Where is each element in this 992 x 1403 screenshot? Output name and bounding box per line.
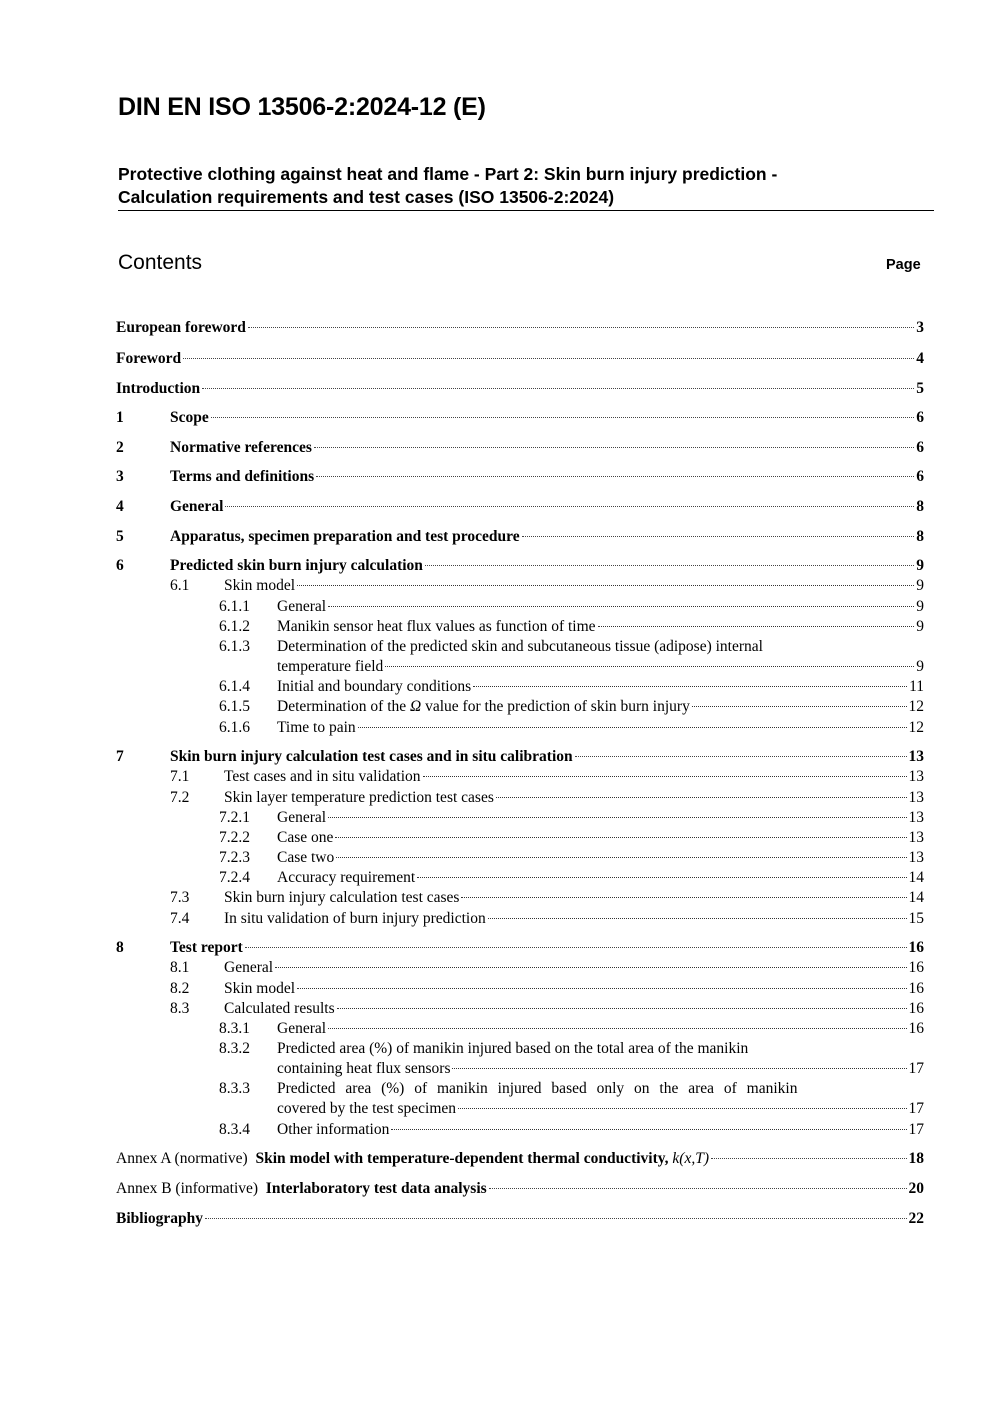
toc-entry-title[interactable]: Scope [170, 409, 209, 426]
toc-leader [316, 476, 914, 477]
toc-page-number: 17 [908, 1121, 924, 1138]
toc-entry-title[interactable]: Skin burn injury calculation test cases [224, 889, 460, 906]
toc-leader [575, 756, 907, 757]
toc-leader [488, 918, 907, 919]
toc-page-number: 9 [916, 658, 924, 675]
toc-entry-title[interactable]: General [277, 1020, 327, 1037]
toc-entry-6-1-1[interactable] [116, 597, 924, 617]
toc-page-number: 18 [908, 1150, 924, 1167]
toc-entry-6-1-6[interactable] [116, 718, 924, 738]
toc-clause-number: 7.2 [170, 789, 190, 806]
toc-page-number: 13 [908, 748, 924, 765]
toc-entry-title[interactable]: Case one [277, 829, 334, 846]
toc-page-number: 16 [908, 980, 924, 997]
toc-clause-number: 7 [116, 748, 124, 765]
toc-page-number: 13 [908, 809, 924, 826]
toc-leader [328, 1028, 906, 1029]
toc-leader [205, 1218, 907, 1219]
omega-symbol: Ω [410, 698, 422, 715]
toc-page-number: 9 [916, 557, 924, 574]
toc-entry-7-2-2[interactable] [116, 828, 924, 848]
toc-leader [336, 857, 906, 858]
toc-leader [425, 565, 914, 566]
toc-leader [461, 897, 906, 898]
toc-entry-title[interactable]: Terms and definitions [170, 468, 315, 485]
toc-entry-title[interactable]: Calculated results [224, 1000, 335, 1017]
toc-entry-3[interactable] [116, 467, 924, 487]
toc-page-number: 11 [909, 678, 924, 695]
toc-page-number: 6 [916, 409, 924, 426]
toc-entry-title[interactable]: General [224, 959, 274, 976]
toc-title-part: Skin model with temperature-dependent thermal conductivity, [255, 1150, 673, 1167]
toc-leader [522, 536, 915, 537]
toc-entry-8-2[interactable] [116, 979, 924, 999]
toc-entry-title[interactable]: Predicted skin burn injury calculation [170, 557, 423, 574]
standard-designation: DIN EN ISO 13506-2:2024-12 (E) [118, 93, 486, 121]
toc-page-number: 22 [908, 1210, 924, 1227]
toc-page-number: 14 [908, 889, 924, 906]
toc-title-part: value for the prediction of skin burn injury [421, 698, 690, 715]
toc-entry-4[interactable] [116, 497, 924, 517]
toc-entry-8[interactable] [116, 938, 924, 958]
toc-entry-6-1-5[interactable] [116, 697, 924, 717]
toc-clause-number: 6 [116, 557, 124, 574]
toc-entry-title[interactable]: General [277, 809, 327, 826]
toc-clause-number: 8.3.2 [219, 1040, 250, 1057]
document-title-line-1: Protective clothing against heat and flame - Part 2: Skin burn injury prediction - [118, 164, 778, 184]
toc-page-number: 3 [916, 319, 924, 336]
toc-page-number: 16 [908, 1020, 924, 1037]
toc-page-number: 16 [908, 1000, 924, 1017]
toc-entry-title[interactable]: Case two [277, 849, 335, 866]
toc-entry-7-2-4[interactable] [116, 868, 924, 888]
toc-leader [225, 506, 914, 507]
toc-page-number: 8 [916, 498, 924, 515]
toc-clause-number: 6.1.3 [219, 638, 250, 655]
toc-entry-title[interactable]: European foreword [116, 319, 246, 336]
toc-leader [391, 1129, 906, 1130]
function-symbol: k [672, 1150, 680, 1167]
toc-clause-number: 7.2.1 [219, 809, 250, 826]
toc-entry-title-line-1[interactable]: Predicted area (%) of manikin injured based only on the area of manikin [277, 1080, 798, 1097]
toc-page-number: 13 [908, 768, 924, 785]
toc-entry-7-2-1[interactable] [116, 808, 924, 828]
toc-entry-2[interactable] [116, 438, 924, 458]
toc-entry-7-3[interactable] [116, 888, 924, 908]
toc-entry-title[interactable]: Skin burn injury calculation test cases and in situ calibration [170, 748, 573, 765]
toc-clause-number: 7.2.3 [219, 849, 250, 866]
toc-entry-6-1-4[interactable] [116, 677, 924, 697]
toc-entry-foreword[interactable] [116, 349, 924, 369]
toc-leader [202, 388, 914, 389]
toc-leader [692, 706, 907, 707]
toc-entry-title[interactable]: Manikin sensor heat flux values as function of time [277, 618, 596, 635]
toc-leader [248, 327, 914, 328]
toc-clause-number: 6.1.2 [219, 618, 250, 635]
toc-clause-number: 8.1 [170, 959, 190, 976]
function-arguments: (x,T) [679, 1150, 709, 1167]
toc-leader [473, 686, 907, 687]
toc-entry-title[interactable]: Test report [170, 939, 243, 956]
toc-clause-number: 6.1.1 [219, 598, 250, 615]
toc-clause-number: 8.3.1 [219, 1020, 250, 1037]
toc-clause-number: 6.1.5 [219, 698, 250, 715]
toc-page-number: 6 [916, 439, 924, 456]
annex-designation: Annex A (normative) [116, 1150, 248, 1167]
toc-leader [328, 817, 906, 818]
toc-page-number: 17 [908, 1100, 924, 1117]
toc-page-number: 13 [908, 849, 924, 866]
toc-leader [337, 1008, 907, 1009]
toc-entry-title[interactable]: Bibliography [116, 1210, 203, 1227]
toc-page-number: 17 [908, 1060, 924, 1077]
toc-clause-number: 7.4 [170, 910, 190, 927]
toc-entry-title[interactable]: In situ validation of burn injury prediction [224, 910, 486, 927]
toc-clause-number: 6.1.4 [219, 678, 250, 695]
toc-entry-title-line-1[interactable]: Predicted area (%) of manikin injured based on the total area of the manikin [277, 1040, 749, 1057]
toc-leader [452, 1068, 906, 1069]
document-title-line-2: Calculation requirements and test cases (ISO 13506-2:2024) [118, 187, 615, 207]
toc-page-number: 13 [908, 829, 924, 846]
toc-entry-6-1-2[interactable] [116, 617, 924, 637]
toc-entry-title[interactable]: General [170, 498, 224, 515]
toc-page-number: 4 [916, 350, 924, 367]
toc-entry-title[interactable]: Skin model [224, 577, 296, 594]
toc-entry-5[interactable] [116, 527, 924, 547]
toc-page-number: 15 [908, 910, 924, 927]
toc-clause-number: 7.3 [170, 889, 190, 906]
toc-clause-number: 5 [116, 528, 124, 545]
toc-leader [335, 837, 906, 838]
toc-page-number: 20 [908, 1180, 924, 1197]
toc-entry-7-4[interactable] [116, 909, 924, 929]
toc-leader [328, 606, 914, 607]
toc-leader [275, 967, 906, 968]
toc-leader [598, 626, 915, 627]
toc-clause-number: 3 [116, 468, 124, 485]
toc-clause-number: 8.3.4 [219, 1121, 250, 1138]
toc-entry-title-line-1[interactable]: Determination of the predicted skin and subcutaneous tissue (adipose) internal [277, 638, 763, 655]
toc-leader [423, 776, 907, 777]
toc-entry-title[interactable]: Interlaboratory test data analysis [265, 1180, 487, 1197]
toc-entry-8-3-4[interactable] [116, 1120, 924, 1140]
toc-entry-bibliography[interactable] [116, 1209, 924, 1229]
toc-leader [385, 666, 914, 667]
toc-page-number: 8 [916, 528, 924, 545]
toc-entry-6-1[interactable] [116, 576, 924, 596]
toc-entry-introduction[interactable] [116, 379, 924, 399]
toc-leader [358, 727, 907, 728]
toc-page-number: 5 [916, 380, 924, 397]
toc-entry-title[interactable]: Other information [277, 1121, 390, 1138]
toc-page-number: 9 [916, 598, 924, 615]
toc-entry-7-2[interactable] [116, 788, 924, 808]
toc-clause-number: 8.3 [170, 1000, 190, 1017]
toc-clause-number: 1 [116, 409, 124, 426]
toc-leader [297, 585, 914, 586]
toc-leader [297, 988, 906, 989]
toc-entry-6[interactable] [116, 556, 924, 576]
toc-page-number: 16 [908, 939, 924, 956]
page-column-heading: Page [886, 257, 921, 273]
toc-entry-european-foreword[interactable] [116, 318, 924, 338]
toc-entry-8-3[interactable] [116, 999, 924, 1019]
toc-clause-number: 6.1.6 [219, 719, 250, 736]
toc-entry-7-1[interactable] [116, 767, 924, 787]
toc-leader [496, 797, 907, 798]
toc-page-number: 9 [916, 618, 924, 635]
toc-entry-title[interactable]: Foreword [116, 350, 182, 367]
toc-entry-1[interactable] [116, 408, 924, 428]
toc-clause-number: 4 [116, 498, 124, 515]
toc-clause-number: 7.2.4 [219, 869, 250, 886]
toc-leader [183, 358, 914, 359]
toc-leader [245, 947, 907, 948]
toc-entry-8-3-2[interactable] [116, 1039, 924, 1079]
toc-page-number: 9 [916, 577, 924, 594]
toc-page-number: 6 [916, 468, 924, 485]
toc-leader [211, 417, 915, 418]
toc-clause-number: 7.1 [170, 768, 190, 785]
toc-entry-title[interactable] [255, 1149, 709, 1169]
toc-page-number: 16 [908, 959, 924, 976]
toc-clause-number: 6.1 [170, 577, 190, 594]
toc-entry-annex-b[interactable] [116, 1179, 924, 1199]
toc-entry-title[interactable]: temperature field [277, 658, 384, 675]
toc-entry-8-3-1[interactable] [116, 1019, 924, 1039]
toc-page-number: 13 [908, 789, 924, 806]
contents-heading: Contents [118, 251, 203, 274]
toc-entry-title[interactable]: Time to pain [277, 719, 356, 736]
toc-leader [711, 1158, 907, 1159]
toc-entry-title[interactable]: Accuracy requirement [277, 869, 416, 886]
toc-entry-title[interactable]: containing heat flux sensors [277, 1060, 451, 1077]
toc-clause-number: 2 [116, 439, 124, 456]
toc-clause-number: 8.3.3 [219, 1080, 250, 1097]
toc-clause-number: 7.2.2 [219, 829, 250, 846]
toc-entry-6-1-3[interactable] [116, 637, 924, 677]
toc-entry-title[interactable]: Skin layer temperature prediction test cases [224, 789, 494, 806]
toc-leader [489, 1188, 907, 1189]
toc-entry-title[interactable]: Apparatus, specimen preparation and test procedure [170, 528, 520, 545]
toc-entry-title[interactable]: Initial and boundary conditions [277, 678, 472, 695]
toc-entry-title[interactable]: General [277, 598, 327, 615]
toc-title-part: Determination of the [277, 698, 410, 715]
toc-clause-number: 8.2 [170, 980, 190, 997]
toc-entry-title[interactable]: Introduction [116, 380, 201, 397]
toc-clause-number: 8 [116, 939, 124, 956]
toc-page-number: 12 [908, 719, 924, 736]
toc-leader [417, 877, 906, 878]
toc-entry-7-2-3[interactable] [116, 848, 924, 868]
annex-designation: Annex B (informative) [116, 1180, 259, 1197]
toc-leader [458, 1108, 906, 1109]
toc-entry-8-3-3[interactable] [116, 1079, 924, 1119]
toc-entry-title[interactable]: Normative references [170, 439, 312, 456]
toc-entry-annex-a[interactable] [116, 1149, 924, 1169]
toc-entry-title[interactable] [277, 697, 690, 717]
toc-page-number: 12 [908, 698, 924, 715]
toc-entry-title[interactable]: covered by the test specimen [277, 1100, 457, 1117]
toc-entry-title[interactable]: Test cases and in situ validation [224, 768, 421, 785]
toc-page-number: 14 [908, 869, 924, 886]
toc-entry-title[interactable]: Skin model [224, 980, 296, 997]
toc-entry-8-1[interactable] [116, 958, 924, 978]
toc-leader [314, 447, 914, 448]
toc-entry-7[interactable] [116, 747, 924, 767]
